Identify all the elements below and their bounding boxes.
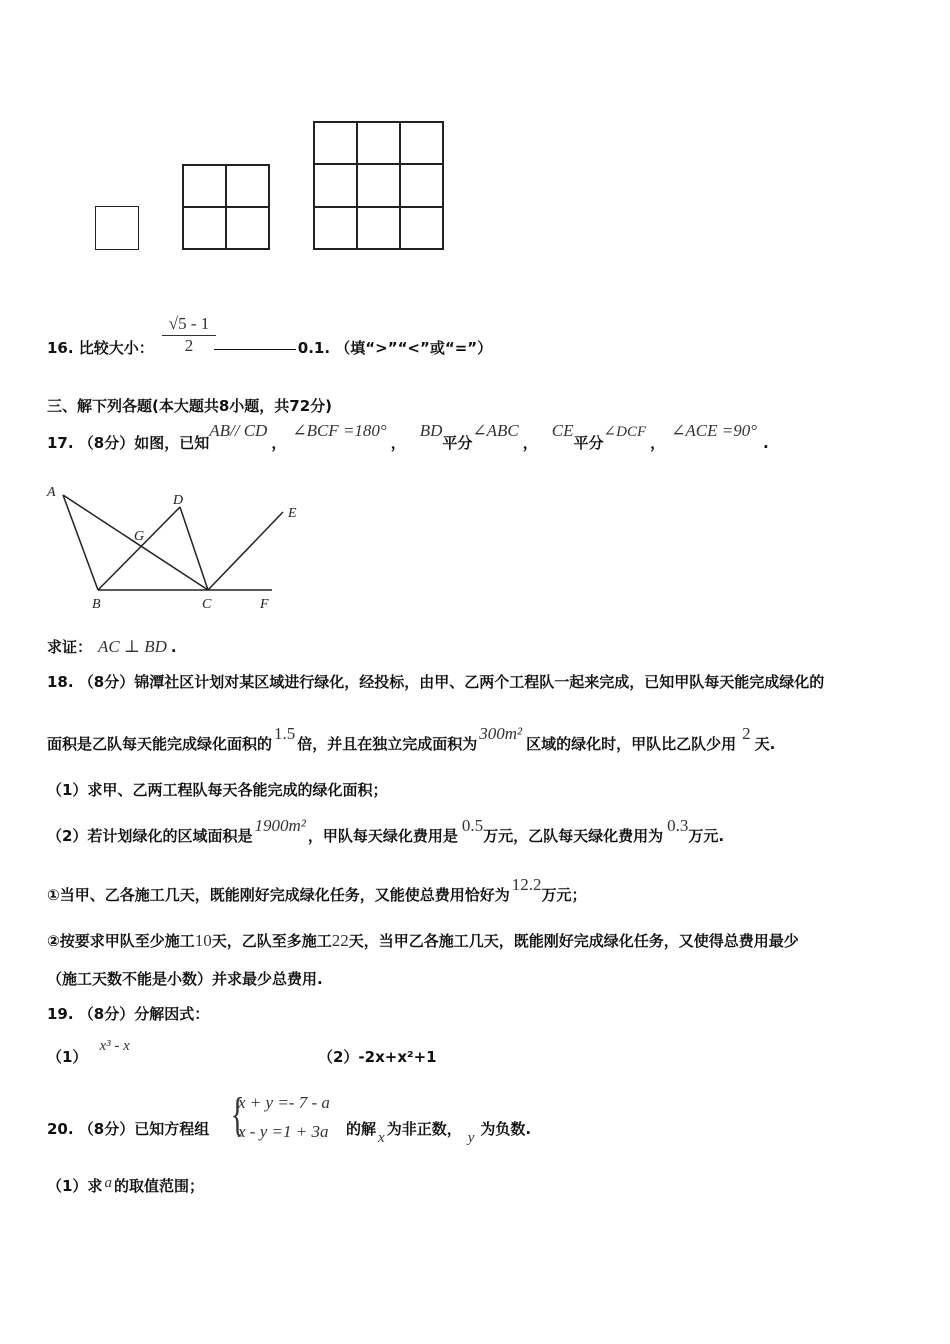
- q17-angle-dcf: ∠DCF: [603, 424, 647, 440]
- q20-text: 的取值范围；: [113, 1177, 204, 1195]
- q18-text: 区域的绿化时，甲队比乙队少用: [526, 735, 737, 753]
- q16-fraction: [162, 314, 216, 356]
- equation-1: x + y =- 7 - a: [238, 1093, 330, 1112]
- question-17: [47, 421, 769, 453]
- q18-text: 倍，并且在独立完成面积为: [297, 735, 478, 753]
- q17-prefix: 17. （8分）如图，已知: [47, 434, 210, 452]
- q18-total-cost: 12.2: [511, 875, 542, 894]
- q18-case-2-line-2: （施工天数不能是小数）并求最少总费用.: [47, 970, 323, 988]
- q18-min-days: 10: [194, 931, 212, 950]
- grid-cell: [314, 207, 357, 249]
- grid-cell: [314, 164, 357, 206]
- q18-text: （2）若计划绿化的区域面积是: [47, 827, 253, 845]
- label-b: B: [92, 597, 101, 612]
- q18-text: ②按要求甲队至少施工: [47, 932, 195, 950]
- q18-area: 300m²: [479, 724, 523, 743]
- proof-statement: [47, 636, 177, 657]
- q18-days: 2: [742, 724, 751, 743]
- medium-grid: [182, 164, 270, 250]
- var-x: x: [378, 1130, 385, 1146]
- grid-cell: [357, 122, 400, 164]
- period: .: [763, 434, 769, 452]
- q19-expression-1: x³ - x: [99, 1038, 130, 1054]
- label-f: F: [260, 597, 269, 612]
- q20-sub-1: [47, 1175, 204, 1196]
- var-y: y: [467, 1130, 475, 1146]
- small-square: [95, 206, 139, 250]
- label-g: G: [134, 529, 145, 544]
- period: .: [170, 638, 177, 656]
- q18-text: 万元，乙队每天绿化费用为: [483, 827, 664, 845]
- q17-angle-abc: ∠ABC: [472, 421, 519, 440]
- segment-ab: [63, 495, 98, 590]
- label-a: A: [47, 485, 56, 500]
- q18-text: 面积是乙队每天能完成绿化面积的: [47, 735, 273, 753]
- q18-sub-1: （1）求甲、乙两工程队每天各能完成的绿化面积；: [47, 781, 388, 799]
- q18-cost-a: 0.5: [461, 816, 484, 835]
- segment-bd: [98, 507, 180, 590]
- q20-condition: [346, 1118, 532, 1146]
- segment-dc: [180, 507, 208, 590]
- q20-title: [47, 1118, 209, 1139]
- q18-max-days: 22: [331, 931, 349, 950]
- proof-math: AC ⊥ BD: [98, 637, 167, 656]
- grid-cell: [226, 165, 269, 207]
- comma: ，: [522, 434, 538, 452]
- q20-text: （1）求: [47, 1177, 103, 1195]
- q17-angle-bcf: ∠BCF =180°: [292, 421, 387, 440]
- section-3-title: 三、解下列各题(本大题共8小题，共72分): [47, 397, 333, 415]
- grid-cell: [226, 207, 269, 249]
- q18-line-1: 18. （8分）锦潭社区计划对某区域进行绿化，经投标，由甲、乙两个工程队一起来完成，已知甲队每天能完成绿化的: [47, 673, 825, 691]
- answer-blank: [214, 349, 296, 350]
- q18-text: 天.: [754, 735, 776, 753]
- grid-cell: [400, 164, 443, 206]
- q18-case-1: [47, 875, 587, 905]
- q16-suffix: 0.1. （填“>”“<”或“=”）: [297, 339, 493, 357]
- q17-parallel: AB// CD: [209, 421, 268, 440]
- q17-bd: BD: [419, 421, 443, 440]
- q19-part-2: （2）-2x+x²+1: [318, 1048, 437, 1066]
- equation-2: x - y =1 + 3a: [238, 1122, 329, 1141]
- comma: ，: [390, 434, 406, 452]
- q19-part-1: [47, 1038, 130, 1067]
- grid-cell: [183, 207, 226, 249]
- q17-bisect-1: 平分: [442, 434, 473, 452]
- equation-brace: {: [230, 1088, 245, 1141]
- q17-bisect-2: 平分: [573, 434, 604, 452]
- q16-prefix: 16. 比较大小：: [47, 339, 154, 357]
- q18-case-2: [47, 930, 799, 951]
- q17-ce: CE: [551, 421, 574, 440]
- q20-text: 的解: [346, 1120, 377, 1138]
- q18-text: 万元；: [541, 886, 587, 904]
- large-grid: [313, 121, 444, 250]
- grid-cell: [400, 122, 443, 164]
- q19-title: 19. （8分）分解因式：: [47, 1005, 210, 1023]
- proof-label: 求证：: [47, 638, 93, 656]
- label-d: D: [173, 493, 184, 508]
- grid-cell: [357, 207, 400, 249]
- q18-text: ，甲队每天绿化费用是: [307, 827, 458, 845]
- q18-total-area: 1900m²: [254, 816, 306, 835]
- geometry-figure: [40, 480, 310, 620]
- label-e: E: [288, 506, 297, 521]
- grid-cell: [400, 207, 443, 249]
- q18-cost-b: 0.3: [667, 816, 689, 835]
- grid-cell: [183, 165, 226, 207]
- fraction-numerator: √5 - 1: [162, 314, 216, 336]
- q18-line-2: [47, 724, 776, 754]
- q20-text: 为负数.: [480, 1120, 532, 1138]
- question-16: [47, 337, 492, 358]
- q18-sub-2: [47, 816, 725, 846]
- ray-ce: [208, 512, 283, 590]
- q18-text: ①当甲、乙各施工几天，既能刚好完成绿化任务，又能使总费用恰好为: [47, 886, 510, 904]
- comma: ，: [650, 434, 666, 452]
- comma: ，: [271, 434, 287, 452]
- q18-text: 天，当甲乙各施工几天，既能刚好完成绿化任务，又使得总费用最少: [348, 932, 799, 950]
- q18-text: 万元.: [688, 827, 725, 845]
- q20-text: 为非正数，: [386, 1120, 462, 1138]
- q18-text: 天，乙队至多施工: [211, 932, 332, 950]
- q18-ratio: 1.5: [274, 724, 296, 743]
- label-c: C: [202, 597, 212, 612]
- q19-label: （1）: [47, 1048, 88, 1066]
- grid-cell: [314, 122, 357, 164]
- var-a: a: [104, 1175, 112, 1191]
- q17-angle-ace: ∠ACE =90°: [671, 421, 758, 440]
- grid-cell: [357, 164, 400, 206]
- fraction-denominator: 2: [184, 336, 194, 355]
- q20-prefix: 20. （8分）已知方程组: [47, 1120, 210, 1138]
